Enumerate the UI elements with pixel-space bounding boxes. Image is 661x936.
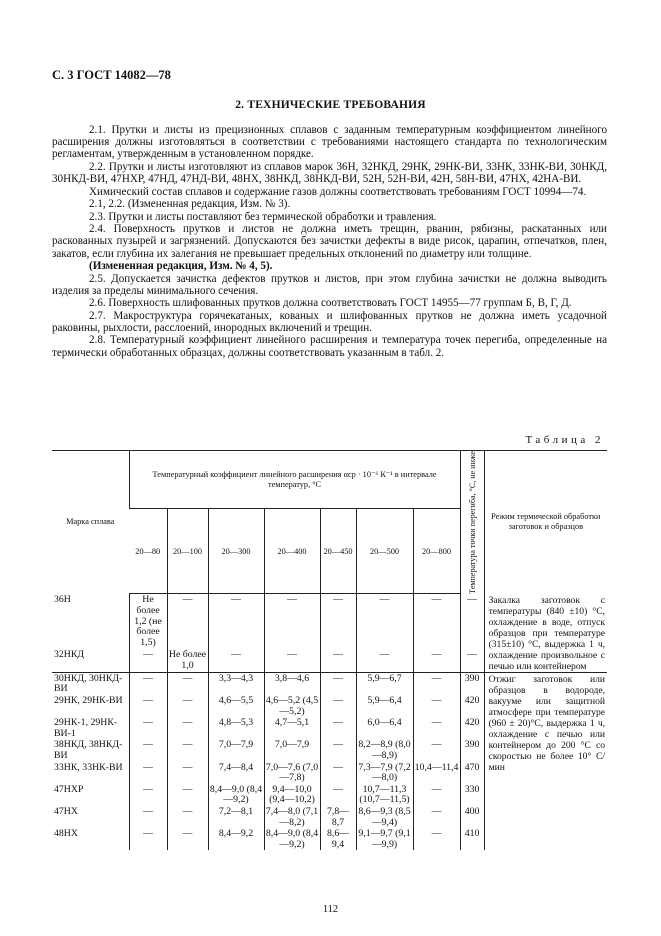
value-cell: — (413, 672, 460, 695)
interval-header: 20—800 (413, 509, 460, 594)
value-cell: 10,4—11,4 (413, 762, 460, 784)
value-cell: 4,7—5,1 (264, 717, 320, 739)
page-number: 112 (322, 904, 339, 915)
regime-cell: Закалка заготовок с температуры (840 ±10) °С, охлаждение в воде, отпуск образцов при температуре (315±10) °С, выдержка 1 ч, охлаждение произвольное с печью или контейнером (484, 594, 607, 673)
value-cell: — (320, 594, 356, 649)
value-cell: 10,7—11,3 (10,7—11,5) (356, 784, 413, 806)
value-cell: — (413, 649, 460, 672)
inflection-cell: 390 (460, 672, 484, 695)
value-cell: — (129, 717, 167, 739)
value-cell: — (129, 784, 167, 806)
value-cell: — (208, 649, 264, 672)
grade-cell: 29НК-1, 29НК-ВИ-1 (54, 717, 118, 739)
inflection-cell: — (460, 594, 484, 649)
value-cell: 8,4—9,0 (8,4—9,2) (265, 828, 319, 850)
value-cell: 7,4—8,0 (7,1—8,2) (265, 805, 319, 828)
value-cell: 8,6—9,3 (8,5—9,4) (356, 806, 413, 828)
value-cell: — (208, 594, 264, 649)
inflection-cell: 420 (460, 717, 484, 739)
value-cell: — (129, 762, 167, 784)
value-cell: 3,3—4,3 (208, 672, 264, 695)
paragraph-2-6: 2.6. Поверхность шлифованных прутков должна соответствовать ГОСТ 14955—77 группам Б, В, Г, Д. (89, 297, 572, 310)
value-cell: — (167, 828, 208, 850)
value-cell: — (167, 717, 208, 739)
grade-cell: 30НКД, 30НКД-ВИ (52, 672, 129, 695)
page-header: С. 3 ГОСТ 14082—78 (52, 68, 171, 82)
value-cell: — (413, 806, 460, 828)
value-cell: 8,2—8,9 (8,0—8,9) (356, 739, 413, 761)
value-cell: — (320, 672, 356, 695)
paragraph-2-5: 2.5. Допускается зачистка дефектов прутков и листов, при этом глубина зачистки не должна выводить изделия за пределы минимального сечения. (52, 272, 607, 297)
value-cell: — (167, 806, 208, 828)
value-cell: — (129, 672, 167, 695)
paragraph-2-3: 2.3. Прутки и листы поставляют без термической обработки и травления. (89, 210, 437, 223)
grade-cell: 47НХР (54, 783, 84, 795)
value-cell: — (413, 594, 460, 649)
grade-cell: 48НХ (54, 828, 78, 840)
value-cell: — (264, 594, 320, 649)
grade-cell: 38НКД, 38НКД-ВИ (54, 739, 123, 761)
value-cell: 8,4—9,2 (208, 828, 264, 850)
interval-header: 20—450 (320, 509, 356, 594)
value-cell: — (129, 806, 167, 828)
header-inflection (460, 451, 484, 594)
value-cell: 6,0—6,4 (356, 717, 413, 739)
header-inflection-text: Температура точки перегиба, °С, не ниже (467, 451, 477, 594)
inflection-cell: 330 (460, 784, 484, 806)
value-cell: — (413, 784, 460, 806)
paragraph-2-7: 2.7. Макроструктура горячекатаных, кованых и шлифованных прутков не должна иметь усадочной раковины, рыхлости, расслоений, инородных включений и трещин. (52, 309, 607, 334)
section-title: 2. ТЕХНИЧЕСКИЕ ТРЕБОВАНИЯ (235, 99, 426, 111)
inflection-cell: 410 (460, 828, 484, 850)
value-cell: — (320, 762, 356, 784)
value-cell: — (413, 695, 460, 717)
grade-cell: 47НХ (54, 805, 78, 817)
value-cell: — (356, 649, 413, 672)
value-cell: 5,9—6,4 (356, 695, 413, 717)
inflection-cell: — (460, 649, 484, 672)
interval-header: 20—500 (356, 509, 413, 594)
value-cell: — (129, 828, 167, 850)
value-cell: — (320, 739, 356, 761)
inflection-cell: 420 (460, 695, 484, 717)
grade-cell: 33НК, 33НК-ВИ (54, 761, 123, 773)
value-cell: Не более 1,0 (168, 649, 207, 671)
value-cell: — (167, 762, 208, 784)
header-regime: Режим термической обработки заготовок и образцов (484, 451, 607, 594)
paragraph-2-4: 2.4. Поверхность прутков и листов не должна иметь трещин, рванин, рябизны, раскатанных или раскованных пузырей и загрязнений. Допускаются без зачистки дефекты в виде рисок, царапин, отпечатков, плен, закатов, если глубина их залегания не превышает предельных отклонений по диаметру или толщине. (52, 223, 607, 260)
value-cell: — (413, 717, 460, 739)
paragraph-amend-3: 2.1, 2.2. (Измененная редакция, Изм. № 3). (89, 198, 291, 211)
value-cell: 7,0—7,9 (208, 739, 264, 761)
value-cell: 7,0—7,9 (264, 739, 320, 761)
value-cell: 7,8—8,7 (320, 806, 356, 828)
value-cell: — (129, 739, 167, 761)
value-cell: — (129, 649, 167, 672)
value-cell: 9,4—10,0 (9,4—10,2) (264, 784, 320, 806)
inflection-cell: 400 (460, 806, 484, 828)
value-cell: 7,2—8,1 (208, 806, 264, 828)
paragraph-2-8: 2.8. Температурный коэффициент линейного расширения и температура точек перегиба, определенные на термически обработанных образцах, должны соответствовать указанным в табл. 2. (52, 334, 607, 359)
paragraph-2-2: 2.2. Прутки и листы изготовляют из сплавов марок 36Н, 32НКД, 29НК, 29НК-ВИ, 33НК, 33НК-ВИ, 30НКД, 30НКД-ВИ, 47НХР, 47НД, 47НД-ВИ, 48НХ, 38НКД, 38НКД-ВИ, 52Н, 52Н-ВИ, 42Н, 58Н-ВИ, 47НХ, 42НА-ВИ. (52, 160, 607, 186)
value-cell: Не более 1,2 (не более 1,5) (129, 594, 167, 649)
body-text (52, 124, 607, 359)
value-cell: — (167, 739, 208, 761)
regime-cell: Отжиг заготовок или образцов в водороде, вакууме или защитной атмосфере при температуре (960 ± 20)°С, выдержка 1 ч, охлаждение с печью или контейнером до 200 °С со скоростью не более 10° С/мин (484, 672, 607, 850)
value-cell: 4,8—5,3 (208, 717, 264, 739)
header-grade: Марка сплава (52, 451, 129, 594)
paragraph-chem: Химический состав сплавов и содержание газов должны соответствовать требованиям ГОСТ 10994—74. (89, 185, 587, 198)
value-cell: — (320, 717, 356, 739)
interval-header: 20—400 (264, 509, 320, 594)
table-row (52, 594, 607, 649)
value-cell: 7,3—7,9 (7,2—8,0) (356, 762, 413, 784)
value-cell: — (356, 594, 413, 649)
value-cell: 8,6—9,4 (320, 828, 356, 850)
value-cell: 8,4—9,0 (8,4—9,2) (209, 783, 263, 806)
value-cell: 9,1—9,7 (9,1—9,9) (356, 828, 413, 850)
value-cell: — (320, 649, 356, 672)
interval-header: 20—300 (208, 509, 264, 594)
grade-cell: 29НК, 29НК-ВИ (54, 695, 123, 706)
value-cell: — (167, 594, 208, 649)
paragraph-2-1: 2.1. Прутки и листы из прецизионных сплавов с заданным температурным коэффициентом линейного расширения должны изготовляться в соответствии с требованиями настоящего стандарта по технологическим регламентам, утвержденным в установленном порядке. (52, 124, 607, 161)
interval-header: 20—100 (167, 509, 208, 594)
value-cell: 3,8—4,6 (264, 672, 320, 695)
value-cell: — (264, 649, 320, 672)
header-coefficient: Температурный коэффициент линейного расширения αср · 10⁻⁶ К⁻¹ в интервале температур, °С (129, 451, 460, 509)
paragraph-amend-4-5: (Измененная редакция, Изм. № 4, 5). (89, 260, 273, 273)
value-cell: — (413, 828, 460, 850)
value-cell: — (167, 672, 208, 695)
value-cell: 4,6—5,2 (4,5—5,2) (265, 695, 319, 717)
table-2 (52, 450, 607, 850)
value-cell: — (320, 784, 356, 806)
table-caption: Таблица 2 (525, 434, 604, 446)
value-cell: — (413, 739, 460, 761)
value-cell: 5,9—6,7 (356, 672, 413, 695)
value-cell: — (167, 784, 208, 806)
value-cell: 7,0—7,6 (7,0—7,8) (265, 761, 319, 784)
grade-cell: 36Н (54, 593, 71, 605)
value-cell: 4,6—5,5 (208, 695, 264, 717)
value-cell: 7,4—8,4 (208, 762, 264, 784)
value-cell: — (320, 695, 356, 717)
inflection-cell: 390 (460, 739, 484, 761)
table-row (52, 672, 607, 695)
value-cell: — (129, 695, 167, 717)
value-cell: — (167, 695, 208, 717)
grade-cell: 32НКД (54, 649, 85, 661)
inflection-cell: 470 (460, 762, 484, 784)
interval-header: 20—80 (129, 509, 167, 594)
